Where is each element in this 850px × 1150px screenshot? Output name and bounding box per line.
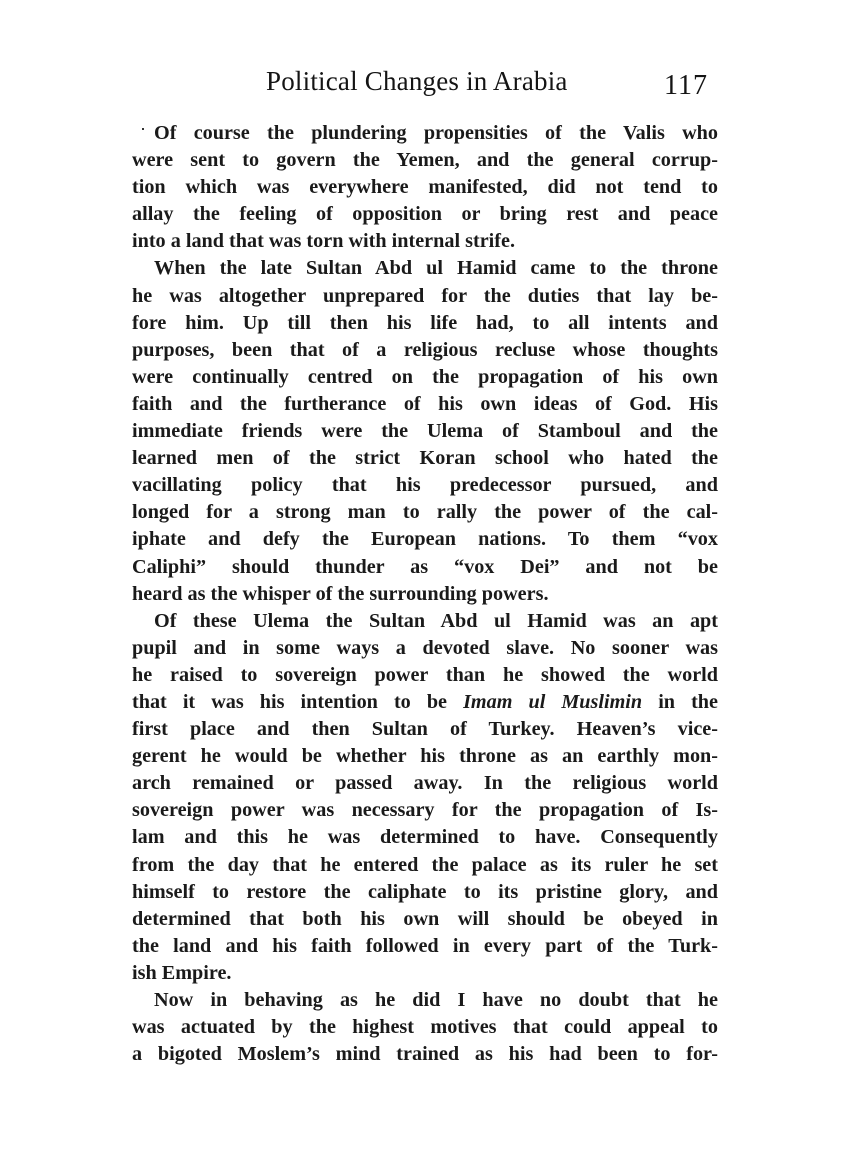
text-line: lam and this he was determined to have. Consequently bbox=[132, 826, 718, 849]
text-line: pupil and in some ways a devoted slave. No sooner was bbox=[132, 636, 718, 659]
text-segment: that it was his intention to be bbox=[132, 690, 464, 713]
page-number: 117 bbox=[664, 70, 708, 101]
text-line: heard as the whisper of the surrounding powers. bbox=[132, 582, 549, 605]
text-line: ish Empire. bbox=[132, 961, 232, 984]
text-line: learned men of the strict Koran school who hated the bbox=[132, 447, 718, 470]
text-line: himself to restore the caliphate to its pristine glory, and bbox=[132, 880, 718, 903]
paragraph-3 bbox=[132, 608, 718, 987]
text-line: fore him. Up till then his life had, to all intents and bbox=[132, 311, 718, 334]
body-text bbox=[132, 120, 718, 1068]
paragraph-4 bbox=[132, 987, 718, 1068]
text-line: were continually centred on the propagation of his own bbox=[132, 365, 718, 388]
text-line: sovereign power was necessary for the propagation of Is- bbox=[132, 799, 718, 822]
text-line: he was altogether unprepared for the duties that lay be- bbox=[132, 284, 718, 307]
text-line: Caliphi” should thunder as “vox Dei” and not be bbox=[132, 555, 718, 578]
text-line: tion which was everywhere manifested, did not tend to bbox=[132, 176, 718, 199]
text-line: faith and the furtherance of his own ideas of God. His bbox=[132, 392, 718, 415]
text-line: he raised to sovereign power than he showed the world bbox=[132, 663, 718, 686]
italic-phrase: Imam ul Muslimin bbox=[463, 690, 643, 713]
paragraph-2 bbox=[132, 255, 718, 607]
text-line: arch remained or passed away. In the religious world bbox=[132, 772, 718, 795]
text-line: vacillating policy that his predecessor pursued, and bbox=[132, 474, 718, 497]
text-line: were sent to govern the Yemen, and the general corrup- bbox=[132, 149, 718, 172]
text-line: purposes, been that of a religious recluse whose thoughts bbox=[132, 338, 718, 361]
text-line: gerent he would be whether his throne as an earthly mon- bbox=[132, 745, 718, 768]
text-line: When the late Sultan Abd ul Hamid came to the throne bbox=[154, 257, 718, 280]
text-segment: in the bbox=[642, 690, 718, 713]
text-line: the land and his faith followed in every part of the Turk- bbox=[132, 934, 718, 957]
text-line: longed for a strong man to rally the power of the cal- bbox=[132, 501, 718, 524]
text-line: determined that both his own will should be obeyed in bbox=[132, 907, 718, 930]
text-line: iphate and defy the European nations. To them “vox bbox=[132, 528, 718, 551]
running-title: Political Changes in Arabia bbox=[266, 66, 568, 96]
text-line: into a land that was torn with internal strife. bbox=[132, 230, 516, 253]
text-line: Of these Ulema the Sultan Abd ul Hamid was an apt bbox=[154, 609, 718, 632]
text-line: Now in behaving as he did I have no doubt that he bbox=[154, 989, 718, 1011]
text-line: Of course the plundering propensities of the Valis who bbox=[154, 122, 718, 144]
paragraph-1 bbox=[132, 120, 718, 255]
text-line: immediate friends were the Ulema of Stamboul and the bbox=[132, 420, 718, 443]
text-line: allay the feeling of opposition or bring rest and peace bbox=[132, 203, 718, 226]
text-line: from the day that he entered the palace as its ruler he set bbox=[132, 853, 718, 876]
running-head bbox=[0, 66, 850, 106]
text-line: a bigoted Moslem’s mind trained as his had been to for- bbox=[132, 1043, 718, 1066]
text-line: was actuated by the highest motives that could appeal to bbox=[132, 1016, 718, 1039]
text-line: first place and then Sultan of Turkey. Heaven’s vice- bbox=[132, 718, 718, 741]
text-line-with-italic bbox=[132, 689, 718, 716]
